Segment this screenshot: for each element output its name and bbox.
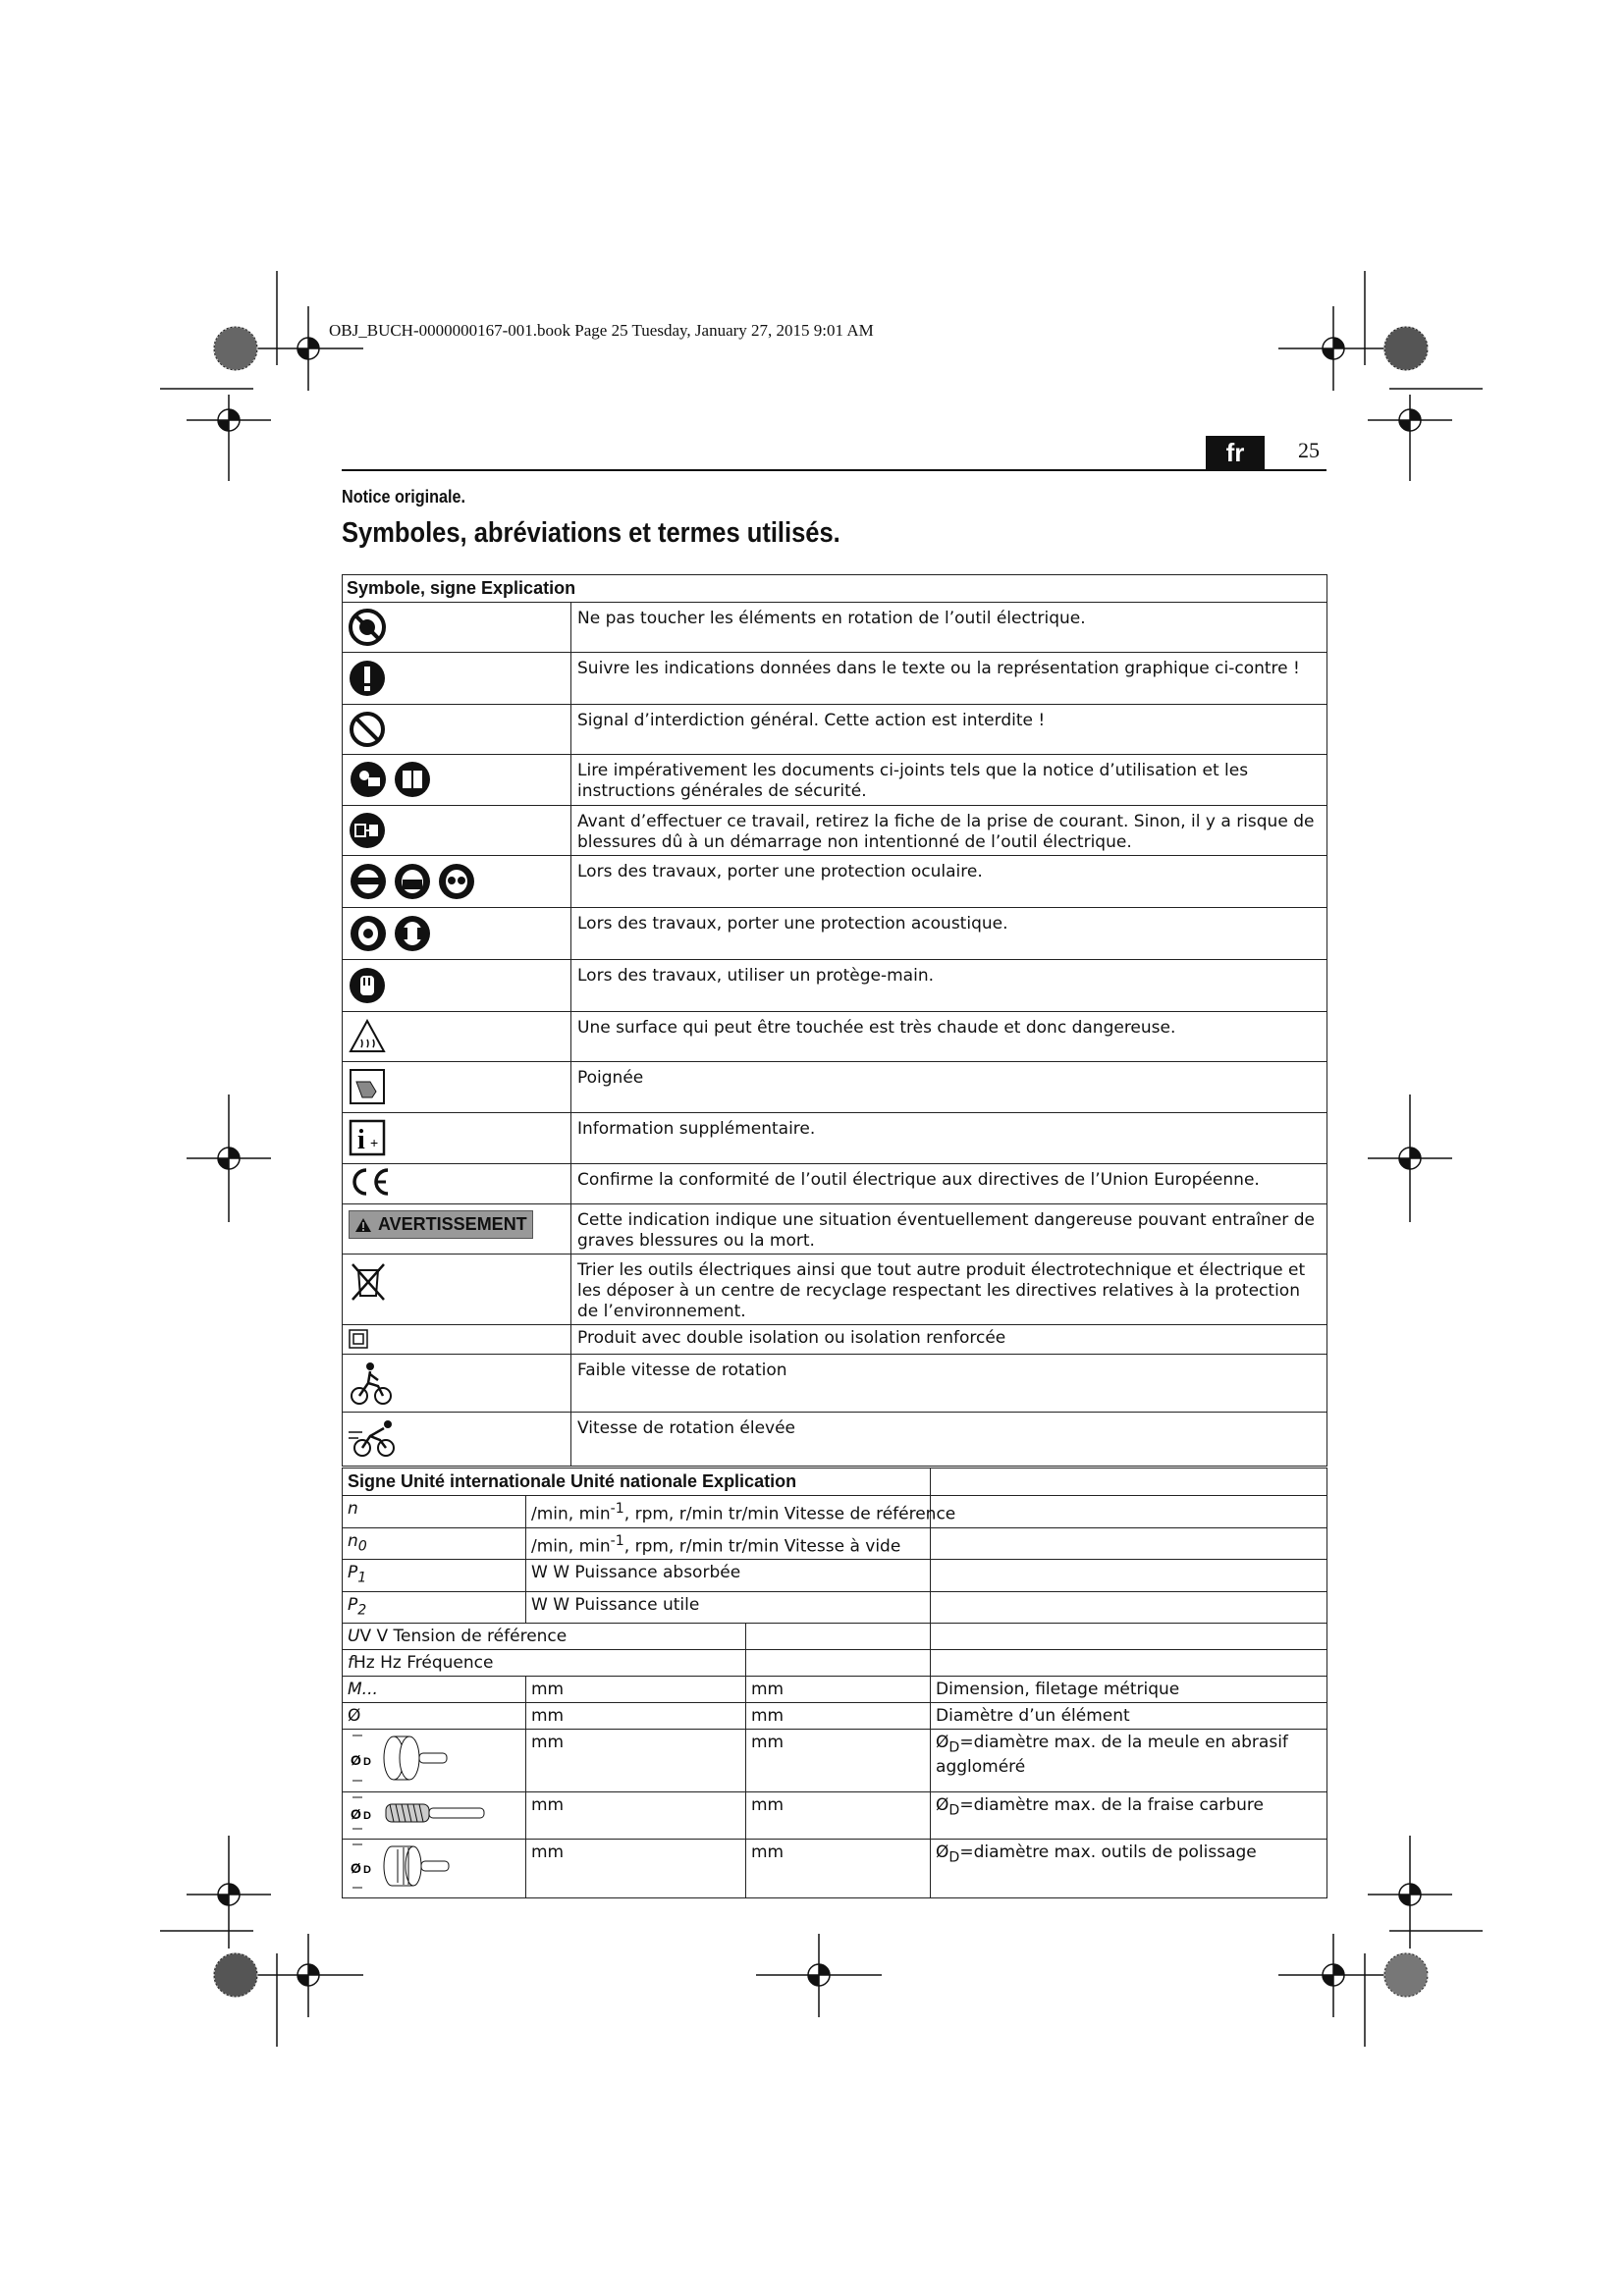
symbol-explanation: Avant d’effectuer ce travail, retirez la fiche de la prise de courant. Sinon, il y a risque de blessures dû à un démarrage non intentionné de l’outil électrique. bbox=[571, 806, 1327, 856]
table-header-row bbox=[343, 1468, 1327, 1496]
unit-sign: $P_1$ bbox=[343, 1560, 526, 1591]
table-row bbox=[343, 1677, 1327, 1703]
table-row bbox=[343, 908, 1327, 960]
table-row bbox=[343, 806, 1327, 856]
symbols-header: Symbole, signe Explication bbox=[347, 578, 576, 598]
unit-intl: mm bbox=[526, 1730, 746, 1792]
symbol-explanation: Confirme la conformité de l’outil électrique aux directives de l’Union Européenne. bbox=[571, 1164, 1327, 1204]
table-row bbox=[343, 1062, 1327, 1113]
polishing-tool-diameter-icon bbox=[347, 1842, 455, 1891]
unit-description: /min, $\min^{-1}$, rpm, r/min tr/min Vitesse de référence bbox=[526, 1496, 931, 1528]
table-row bbox=[343, 1012, 1327, 1062]
svg-text:Ø: Ø bbox=[351, 1752, 361, 1769]
table-row bbox=[343, 1325, 1327, 1355]
table-row bbox=[343, 1703, 1327, 1730]
svg-text:+: + bbox=[370, 1135, 379, 1150]
carbide-cutter-diameter-icon bbox=[347, 1794, 494, 1832]
unit-intl: mm bbox=[526, 1840, 746, 1898]
unit-explanation: $Ø_D=diamètre$ max. outils de polissage bbox=[931, 1840, 1327, 1898]
unit-description: /min, $\min^{-1}$, rpm, r/min tr/min Vitesse à vide bbox=[526, 1527, 931, 1560]
table-row bbox=[343, 603, 1327, 653]
eye-protection-icon bbox=[343, 856, 570, 907]
high-speed-icon bbox=[349, 1418, 398, 1460]
table-row bbox=[343, 705, 1327, 755]
weee-bin-icon bbox=[349, 1260, 388, 1304]
info-icon bbox=[349, 1119, 386, 1156]
table-row bbox=[343, 1650, 1327, 1677]
mandatory-instruction-icon bbox=[349, 659, 386, 698]
unit-sign: Ø bbox=[343, 1703, 526, 1730]
unit-sign: n bbox=[343, 1496, 526, 1528]
page-title: Symboles, abréviations et termes utilisés. bbox=[342, 517, 840, 549]
symbol-explanation: Suivre les indications données dans le texte ou la représentation graphique ci-contre ! bbox=[571, 653, 1327, 705]
symbol-explanation: Information supplémentaire. bbox=[571, 1113, 1327, 1164]
table-row bbox=[343, 1730, 1327, 1792]
low-speed-icon bbox=[349, 1361, 394, 1406]
table-row bbox=[343, 755, 1327, 806]
table-row bbox=[343, 1355, 1327, 1413]
table-row bbox=[343, 960, 1327, 1012]
table-row bbox=[343, 1840, 1327, 1898]
unit-description: W W Puissance absorbée bbox=[526, 1560, 931, 1591]
unit-intl: mm bbox=[526, 1677, 746, 1703]
hand-protection-icon bbox=[349, 966, 386, 1005]
svg-text:D: D bbox=[363, 1810, 371, 1823]
grinding-wheel-diameter-icon bbox=[347, 1732, 455, 1785]
table-row bbox=[343, 1496, 1327, 1528]
table-row bbox=[343, 1624, 1327, 1650]
unit-sign: M... bbox=[343, 1677, 526, 1703]
symbol-explanation: Lors des travaux, porter une protection acoustique. bbox=[571, 908, 1327, 960]
symbols-table bbox=[342, 574, 1327, 1467]
table-row bbox=[343, 856, 1327, 908]
unit-explanation: $Ø_D=diamètre$ max. de la meule en abrasif aggloméré bbox=[931, 1730, 1327, 1792]
no-touch-rotating-icon bbox=[349, 609, 386, 646]
symbol-explanation: Lire impérativement les documents ci-joints tels que la notice d’utilisation et les instructions générales de sécurité. bbox=[571, 755, 1327, 806]
symbol-explanation: Cette indication indique une situation éventuellement dangereuse pouvant entraîner de graves blessures ou la mort. bbox=[571, 1204, 1327, 1255]
page-number: 25 bbox=[1298, 438, 1320, 462]
unit-sign: $P_2$ bbox=[343, 1591, 526, 1623]
svg-text:Ø: Ø bbox=[351, 1806, 361, 1823]
unit-national: mm bbox=[746, 1730, 931, 1792]
table-header-row bbox=[343, 575, 1327, 603]
unit-intl: mm bbox=[526, 1703, 746, 1730]
read-manual-icon bbox=[343, 755, 570, 804]
unit-explanation: Diamètre d’un élément bbox=[931, 1703, 1327, 1730]
symbol-explanation: Vitesse de rotation élevée bbox=[571, 1413, 1327, 1467]
table-row bbox=[343, 1591, 1327, 1623]
header-rule bbox=[342, 469, 1326, 471]
table-row bbox=[343, 1113, 1327, 1164]
unit-national: mm bbox=[746, 1792, 931, 1840]
symbol-explanation: Ne pas toucher les éléments en rotation de l’outil électrique. bbox=[571, 603, 1327, 653]
symbol-explanation: Signal d’interdiction général. Cette action est interdite ! bbox=[571, 705, 1327, 755]
svg-text:D: D bbox=[363, 1864, 371, 1877]
unit-merged: fHz Hz Fréquence bbox=[343, 1650, 746, 1677]
hot-surface-icon bbox=[349, 1018, 386, 1055]
unit-description: W W Puissance utile bbox=[526, 1591, 931, 1623]
symbol-explanation: Lors des travaux, porter une protection oculaire. bbox=[571, 856, 1327, 908]
symbol-explanation: Trier les outils électriques ainsi que tout autre produit électrotechnique et électrique et les déposer à un centre de recyclage respectant les directives relatives à la protection de l’environnement. bbox=[571, 1255, 1327, 1325]
symbol-explanation: Faible vitesse de rotation bbox=[571, 1355, 1327, 1413]
svg-text:D: D bbox=[363, 1756, 371, 1769]
table-row bbox=[343, 1527, 1327, 1560]
warning-label-text: AVERTISSEMENT bbox=[378, 1214, 527, 1234]
notice-label: Notice originale. bbox=[342, 487, 466, 507]
unit-merged: UV V Tension de référence bbox=[343, 1624, 746, 1650]
handle-icon bbox=[349, 1068, 386, 1105]
table-row bbox=[343, 1204, 1327, 1255]
units-table bbox=[342, 1468, 1327, 1898]
symbol-explanation: Poignée bbox=[571, 1062, 1327, 1113]
warning-label-icon bbox=[349, 1210, 533, 1239]
double-insulation-icon bbox=[349, 1329, 368, 1349]
unit-national: mm bbox=[746, 1840, 931, 1898]
units-header: Signe Unité internationale Unité nationale Explication bbox=[343, 1468, 931, 1496]
unit-national: mm bbox=[746, 1677, 931, 1703]
svg-text:Ø: Ø bbox=[351, 1860, 361, 1877]
symbol-explanation: Produit avec double isolation ou isolation renforcée bbox=[571, 1325, 1327, 1355]
table-row bbox=[343, 1560, 1327, 1591]
unit-national: mm bbox=[746, 1703, 931, 1730]
file-info-line: OBJ_BUCH-0000000167-001.book Page 25 Tuesday, January 27, 2015 9:01 AM bbox=[329, 321, 874, 340]
symbol-explanation: Lors des travaux, utiliser un protège-main. bbox=[571, 960, 1327, 1012]
unplug-icon bbox=[349, 812, 386, 849]
table-row bbox=[343, 1413, 1327, 1467]
unit-sign: $n_0$ bbox=[343, 1527, 526, 1560]
table-row bbox=[343, 653, 1327, 705]
table-row bbox=[343, 1164, 1327, 1204]
table-row bbox=[343, 1255, 1327, 1325]
ce-mark-icon bbox=[349, 1166, 392, 1198]
table-row bbox=[343, 1792, 1327, 1840]
symbol-explanation: Une surface qui peut être touchée est très chaude et donc dangereuse. bbox=[571, 1012, 1327, 1062]
unit-explanation: $Ø_D=diamètre$ max. de la fraise carbure bbox=[931, 1792, 1327, 1840]
unit-intl: mm bbox=[526, 1792, 746, 1840]
ear-protection-icon bbox=[343, 908, 570, 959]
language-tab: fr bbox=[1206, 436, 1265, 469]
general-prohibition-icon bbox=[349, 711, 386, 748]
svg-text:i: i bbox=[357, 1125, 365, 1155]
unit-explanation: Dimension, filetage métrique bbox=[931, 1677, 1327, 1703]
